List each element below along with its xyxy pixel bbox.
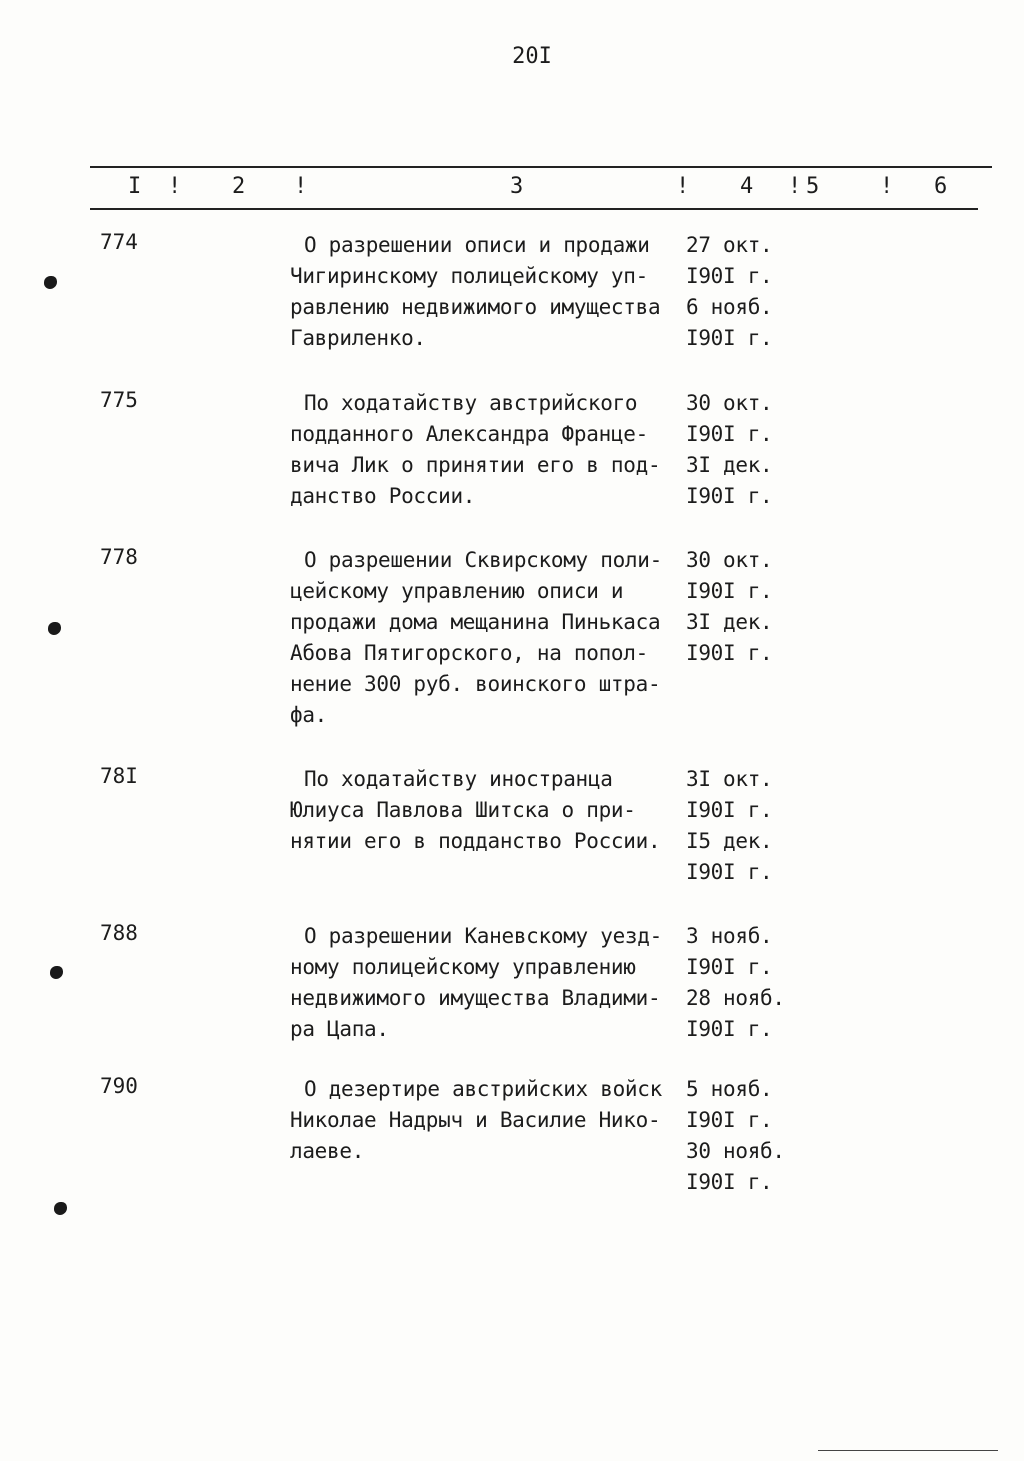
date-line: I90I г.: [686, 579, 773, 603]
header-separator-3: !: [676, 174, 690, 199]
header-col-1: I: [128, 174, 142, 199]
case-number: 788: [100, 921, 138, 945]
date-line: I5 дек.: [686, 829, 773, 853]
description-line: равлению недвижимого имущества: [290, 295, 661, 319]
case-number: 790: [100, 1074, 138, 1098]
description-line: недвижимого имущества Владими-: [290, 986, 661, 1010]
description-line: Гавриленко.: [290, 326, 426, 350]
description-line: фа.: [290, 703, 328, 727]
header-col-3: 3: [510, 174, 524, 199]
case-dates: [686, 764, 806, 888]
description-line: По ходатайству австрийского: [304, 391, 638, 415]
header-col-6: 6: [934, 174, 948, 199]
date-line: I90I г.: [686, 1017, 773, 1041]
description-line: Николае Надрыч и Василие Нико-: [290, 1108, 661, 1132]
page-number: 20I: [512, 44, 552, 69]
date-line: I90I г.: [686, 422, 773, 446]
table-header: [0, 170, 1024, 204]
description-line: Чигиринскому полицейскому уп-: [290, 264, 648, 288]
case-dates: [686, 1074, 806, 1198]
description-line: нятии его в подданство России.: [290, 829, 661, 853]
bottom-rule: [818, 1450, 998, 1451]
case-number: 774: [100, 230, 138, 254]
case-description: [290, 764, 690, 857]
header-col-2: 2: [232, 174, 246, 199]
date-line: I90I г.: [686, 641, 773, 665]
case-number: 778: [100, 545, 138, 569]
date-line: 27 окт.: [686, 233, 773, 257]
date-line: I90I г.: [686, 955, 773, 979]
header-col-5: 5: [806, 174, 820, 199]
header-separator-1: !: [168, 174, 182, 199]
case-description: [290, 388, 690, 512]
description-line: Юлиуса Павлова Шитска о при-: [290, 798, 636, 822]
case-number: 775: [100, 388, 138, 412]
date-line: I90I г.: [686, 264, 773, 288]
header-separator-5: !: [880, 174, 894, 199]
date-line: I90I г.: [686, 326, 773, 350]
description-line: О разрешении Сквирскому поли-: [304, 548, 662, 572]
table-header-rule: [90, 208, 978, 210]
case-number: 78I: [100, 764, 138, 788]
binding-hole-icon: [50, 966, 63, 979]
description-line: цейскому управлению описи и: [290, 579, 624, 603]
case-description: [290, 230, 690, 354]
date-line: 3 нояб.: [686, 924, 773, 948]
description-line: О разрешении Каневскому уезд-: [304, 924, 662, 948]
date-line: 5 нояб.: [686, 1077, 773, 1101]
case-description: [290, 1074, 690, 1167]
description-line: Абова Пятигорского, на попол-: [290, 641, 648, 665]
binding-hole-icon: [48, 622, 61, 635]
description-line: ному полицейскому управлению: [290, 955, 636, 979]
header-col-4: 4: [740, 174, 754, 199]
description-line: ра Цапа.: [290, 1017, 389, 1041]
date-line: 30 окт.: [686, 548, 773, 572]
date-line: 30 окт.: [686, 391, 773, 415]
date-line: 3I окт.: [686, 767, 773, 791]
binding-hole-icon: [44, 276, 57, 289]
date-line: 6 нояб.: [686, 295, 773, 319]
case-description: [290, 545, 690, 731]
binding-hole-icon: [54, 1202, 67, 1215]
description-line: подданного Александра Франце-: [290, 422, 648, 446]
description-line: По ходатайству иностранца: [304, 767, 613, 791]
table-top-rule: [90, 166, 992, 168]
description-line: лаеве.: [290, 1139, 365, 1163]
date-line: 3I дек.: [686, 453, 773, 477]
case-dates: [686, 230, 806, 354]
header-separator-2: !: [294, 174, 308, 199]
date-line: 3I дек.: [686, 610, 773, 634]
date-line: I90I г.: [686, 1170, 773, 1194]
description-line: О разрешении описи и продажи: [304, 233, 650, 257]
case-dates: [686, 545, 806, 669]
header-separator-4: !: [788, 174, 802, 199]
date-line: 28 нояб.: [686, 986, 785, 1010]
date-line: I90I г.: [686, 860, 773, 884]
date-line: I90I г.: [686, 1108, 773, 1132]
description-line: продажи дома мещанина Пинькаса: [290, 610, 661, 634]
case-description: [290, 921, 690, 1045]
description-line: вича Лик о принятии его в под-: [290, 453, 661, 477]
case-dates: [686, 921, 806, 1045]
description-line: О дезертире австрийских войск: [304, 1077, 662, 1101]
case-dates: [686, 388, 806, 512]
description-line: нение 300 руб. воинского штра-: [290, 672, 661, 696]
description-line: данство России.: [290, 484, 476, 508]
date-line: I90I г.: [686, 484, 773, 508]
date-line: I90I г.: [686, 798, 773, 822]
date-line: 30 нояб.: [686, 1139, 785, 1163]
